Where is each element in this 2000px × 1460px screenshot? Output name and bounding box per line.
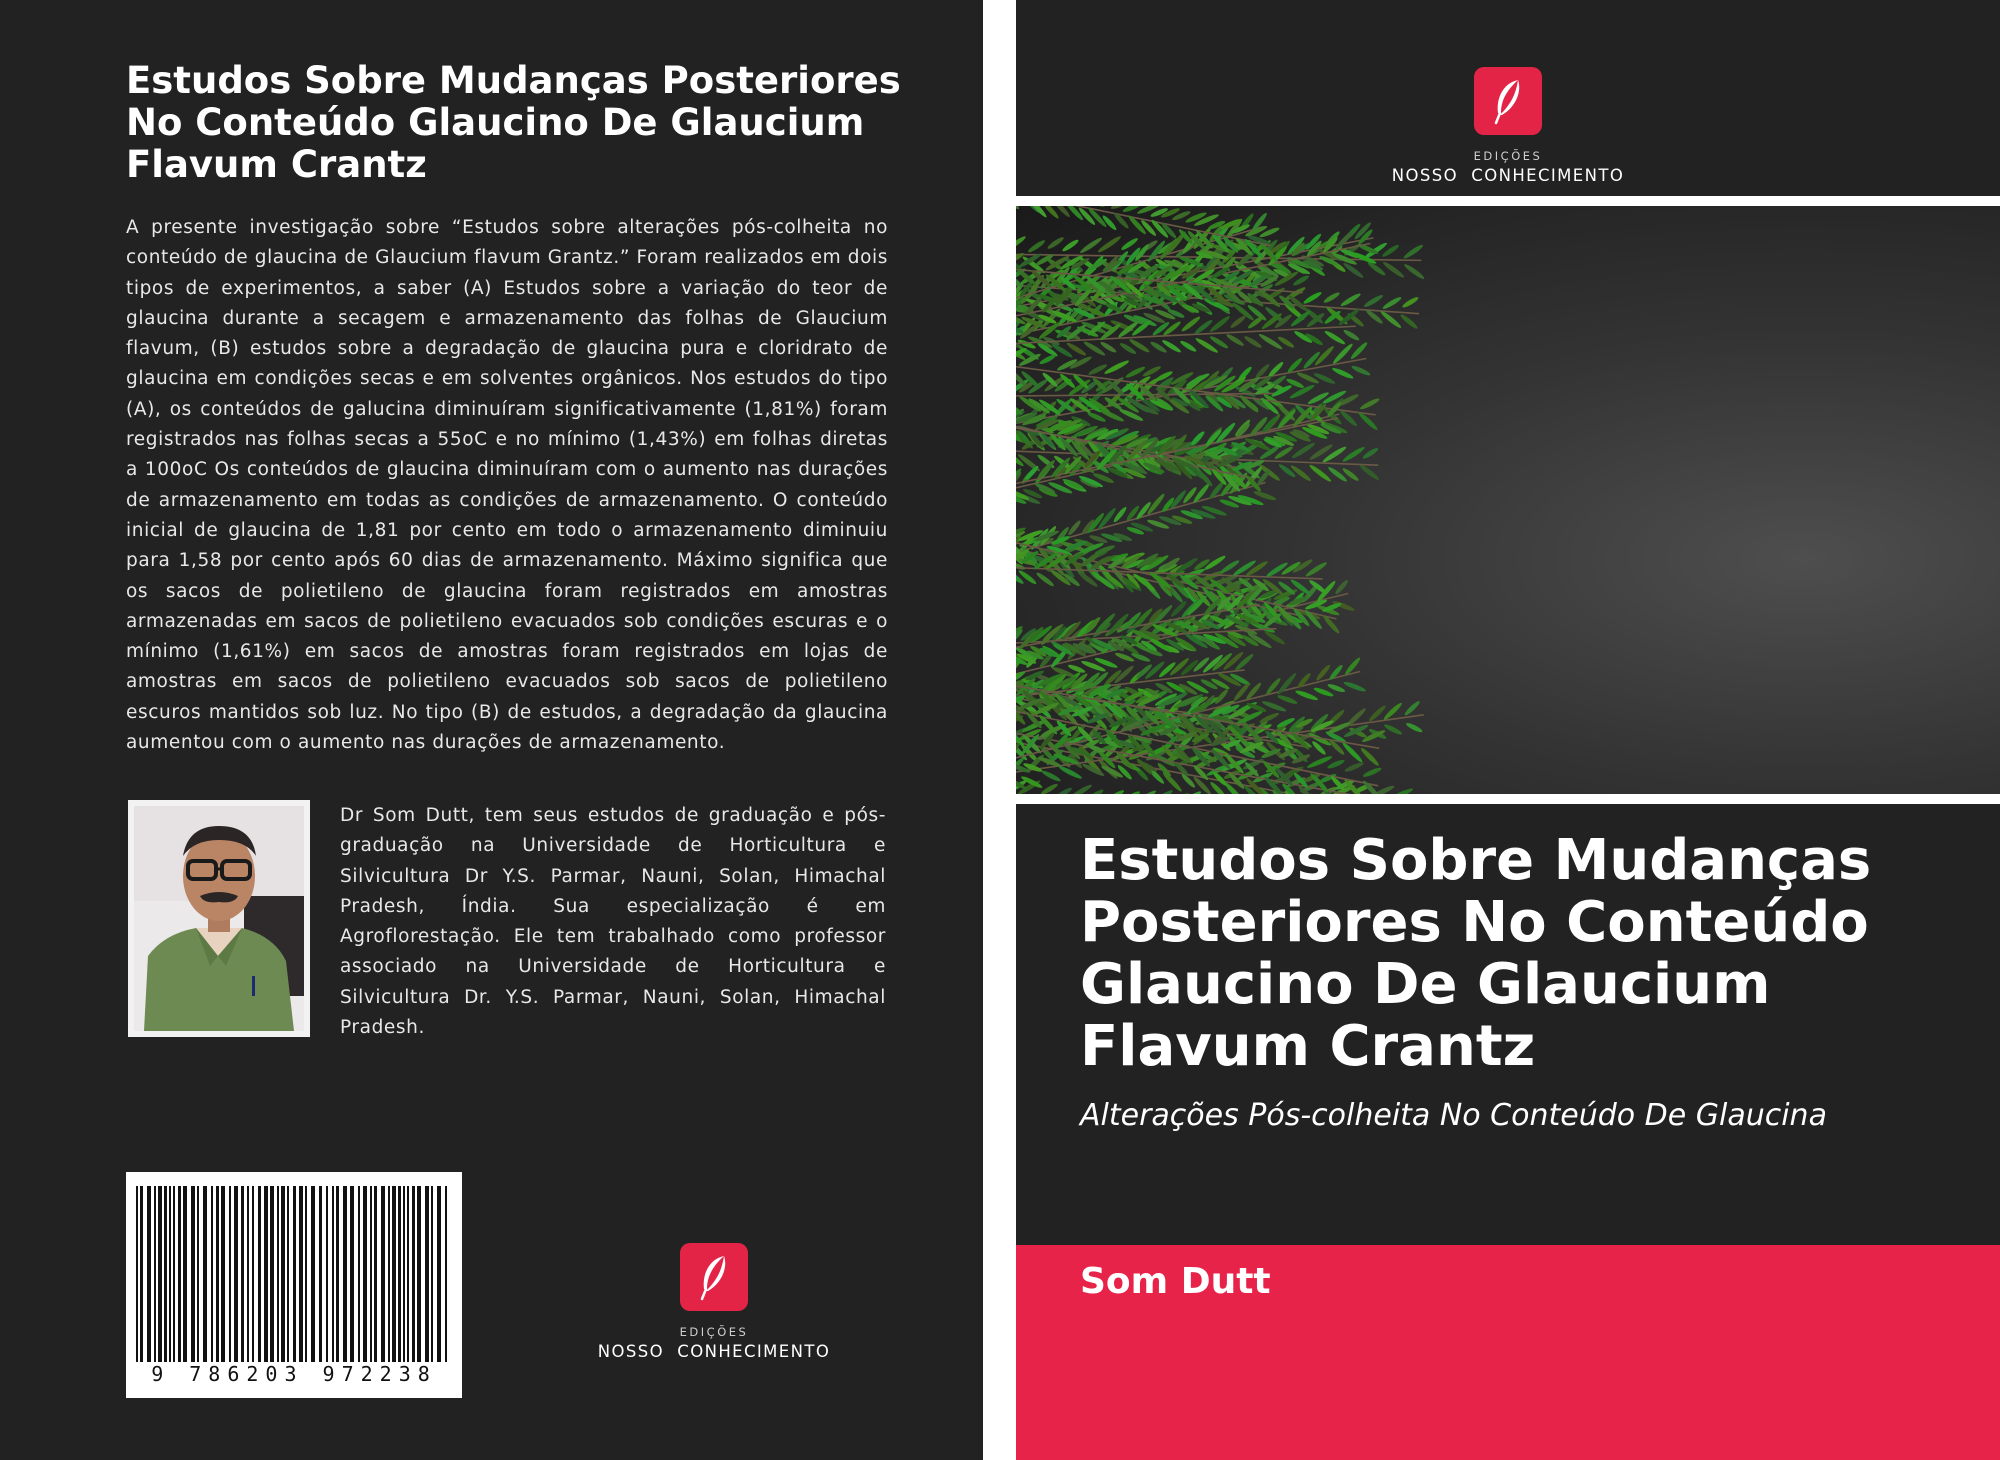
herb-leaf	[1097, 235, 1123, 255]
herb-leaf	[1114, 651, 1135, 663]
front-cover-header	[1016, 0, 2000, 196]
barcode-bar	[374, 1186, 377, 1362]
barcode-bar	[221, 1186, 225, 1362]
herb-leaf	[1142, 365, 1162, 378]
barcode-bar	[211, 1186, 213, 1362]
barcode-bar	[247, 1186, 249, 1362]
herb-leaf	[1405, 721, 1423, 733]
barcode-bar	[392, 1186, 396, 1362]
herb-leaf	[1343, 680, 1367, 693]
herb-leaf	[1402, 243, 1424, 260]
publisher-line-small: EDIÇÕES	[679, 1325, 749, 1339]
barcode-bar	[363, 1186, 367, 1362]
herb-leaf	[1308, 463, 1332, 483]
barcode-bar	[370, 1186, 372, 1362]
barcode-bar	[191, 1186, 195, 1362]
herb-leaf	[1296, 672, 1312, 689]
herb-leaf	[1125, 365, 1147, 379]
barcode-bar	[403, 1186, 405, 1362]
author-portrait-image	[134, 806, 304, 1031]
herb-leaf	[1229, 314, 1247, 329]
barcode-bar	[229, 1186, 231, 1362]
barcode-bar	[398, 1186, 401, 1362]
front-cover-author-band	[1016, 1245, 2000, 1460]
herb-leaf	[1277, 694, 1299, 706]
barcode-bar	[173, 1186, 175, 1362]
barcode-bar	[425, 1186, 429, 1362]
author-photo	[128, 800, 310, 1037]
herb-leaf	[1181, 790, 1202, 794]
barcode-bar	[183, 1186, 187, 1362]
herb-leaf	[1302, 290, 1322, 305]
barcode-bar	[358, 1186, 360, 1362]
herb-leaf	[1383, 723, 1403, 736]
barcode-bar	[350, 1186, 354, 1362]
herb-leaf	[1323, 291, 1341, 305]
herb-leaf	[1258, 711, 1279, 724]
barcode-bar	[343, 1186, 347, 1362]
barcode-bar	[169, 1186, 171, 1362]
herb-leaf	[1276, 672, 1298, 696]
barcode-bar	[319, 1186, 322, 1362]
barcode-bars	[126, 1172, 462, 1362]
barcode-bar	[305, 1186, 307, 1362]
herb-leaf	[1016, 206, 1021, 211]
front-cover-title-block	[1016, 804, 2000, 1245]
barcode-bar	[332, 1186, 334, 1362]
herb-leaf	[1038, 353, 1056, 366]
herb-leaf	[1258, 332, 1284, 351]
herb-leaf	[1041, 769, 1062, 783]
barcode-bar	[431, 1186, 433, 1362]
barcode-bar	[252, 1186, 254, 1362]
herb-leaf	[1382, 260, 1406, 279]
publisher-line-big: NOSSO CONHECIMENTO	[1391, 166, 1625, 185]
herb-leaf	[1313, 371, 1336, 385]
barcode-bar	[178, 1186, 181, 1362]
herb-leaf	[1061, 238, 1080, 253]
herb-leaf	[1069, 783, 1093, 794]
herb-leaf	[1087, 363, 1108, 377]
herb-leaf	[1344, 761, 1365, 774]
herb-leaf	[1046, 236, 1065, 251]
barcode-bar	[270, 1186, 274, 1362]
front-cover	[1016, 0, 2000, 1460]
barcode-bar	[287, 1186, 289, 1362]
barcode-bar	[326, 1186, 328, 1362]
author-bio: Dr Som Dutt, tem seus estudos de graduação e pós-graduação na Universidade de Horticultura e Silvicultura Dr Y.S. Parmar, Nauni, Solan, Himachal Pradesh, Índia. Sua especialização é em Agroflorestação. Ele tem trabalhado como professor associado na Universidade de Horticultura e Silvicultura Dr. Y.S. Parmar, Nauni, Solan, Himachal Pradesh.	[340, 805, 886, 1039]
publisher-line-big: NOSSO CONHECIMENTO	[597, 1342, 831, 1361]
herb-leaf	[1382, 295, 1403, 310]
barcode-bar	[293, 1186, 296, 1362]
herb-leaf	[1130, 651, 1151, 663]
barcode-bar	[412, 1186, 415, 1362]
barcode-bar	[241, 1186, 244, 1362]
herb-leaf	[1040, 782, 1059, 794]
herb-leaf	[1278, 463, 1297, 479]
herb-leaf	[1209, 314, 1232, 333]
herb-leaf	[1363, 293, 1384, 308]
barcode-bar	[216, 1186, 219, 1362]
herb-leaf	[1027, 206, 1049, 219]
herb-leaf	[1307, 391, 1330, 406]
herb-leaf	[1399, 313, 1419, 330]
publisher-line-small: EDIÇÕES	[1473, 149, 1543, 163]
herb-leaf	[1401, 296, 1419, 310]
barcode-bar	[417, 1186, 421, 1362]
herb-leaf	[1303, 609, 1323, 631]
herb-leaf	[1027, 239, 1046, 254]
herb-leaf	[1190, 430, 1206, 447]
herb-leaf	[1054, 786, 1074, 794]
front-cover-subtitle: Alterações Pós-colheita No Conteúdo De Glaucina	[1080, 1098, 1827, 1133]
herb-leaf	[1315, 579, 1337, 603]
cover-herb-photo	[1016, 206, 2000, 794]
isbn-barcode	[126, 1172, 462, 1398]
barcode-bar	[311, 1186, 315, 1362]
back-cover-synopsis: A presente investigação sobre “Estudos sobre alterações pós-colheita no conteúdo de glaucina de Glaucium flavum Grantz.” Foram realizados em dois tipos de experimentos, a saber (A) Estudos sobre a variação do teor de glaucina durante a secagem e armazenamento das folhas de Glaucium flavum, (B) estudos sobre a degradação de glaucina pura e cloridrato de glaucina em condições secas e em solventes orgânicos. Nos estudos do tipo (A), os conteúdos de galucina diminuíram significativamente (1,81%) foram registrados nas folhas secas a 55oC e no mínimo (1,43%) em folhas diretas a 100oC Os conteúdos de glaucina diminuíram com o aumento nas durações de armazenamento em todas as condições de armazenamento. O conteúdo inicial de glaucina de 1,81 por cento em todo o armazenamento diminuiu para 1,58 por cento após 60 dias de armazenamento. Máximo significa que os sacos de polietileno de glaucina foram registrados em amostras armazenadas em sacos de polietileno evacuados sob condições escuras e o mínimo (1,61%) em sacos de amostras foram registrados em lojas de amostras em sacos de polietileno evacuados sob sacos de polietileno escuros mantidos sob luz. No tipo (B) de estudos, a degradação da glaucina aumentou com o aumento nas durações de armazenamento.	[126, 217, 888, 754]
spine-gap	[983, 0, 1016, 1460]
barcode-bar	[407, 1186, 409, 1362]
herb-leaf	[1225, 333, 1245, 348]
barcode-bar	[234, 1186, 238, 1362]
barcode-bar	[388, 1186, 390, 1362]
herb-leaf	[1103, 789, 1125, 794]
barcode-bar	[281, 1186, 285, 1362]
herb-sprigs-image	[1016, 206, 2000, 794]
barcode-bar	[140, 1186, 143, 1362]
front-cover-author: Som Dutt	[1080, 1261, 1271, 1302]
herb-leaf	[1342, 328, 1360, 342]
herb-leaf	[1295, 689, 1319, 702]
barcode-bar	[158, 1186, 162, 1362]
barcode-bar	[258, 1186, 261, 1362]
barcode-bar	[136, 1186, 138, 1362]
barcode-bar	[147, 1186, 151, 1362]
barcode-bar	[154, 1186, 156, 1362]
barcode-bar	[164, 1186, 167, 1362]
herb-leaf	[1103, 359, 1130, 376]
herb-leaf	[1122, 790, 1141, 794]
herb-leaf	[1327, 758, 1346, 770]
herb-leaf	[1358, 463, 1380, 481]
back-cover-title: Estudos Sobre Mudanças Posteriores No Conteúdo Glaucino De Glaucium Flavum Crantz	[126, 59, 901, 186]
barcode-bar	[203, 1186, 207, 1362]
front-cover-title: Estudos Sobre Mudanças Posteriores No Conteúdo Glaucino De Glaucium Flavum Crantz	[1080, 828, 1872, 1079]
barcode-bar	[299, 1186, 303, 1362]
barcode-digits: 9 786203 972238	[151, 1362, 437, 1386]
barcode-bar	[277, 1186, 279, 1362]
herb-leaf	[1403, 262, 1426, 280]
herb-leaf	[1403, 700, 1421, 717]
herb-leaf	[1016, 235, 1027, 253]
herb-leaf	[1179, 339, 1197, 353]
barcode-bar	[336, 1186, 339, 1362]
herb-leaf	[1243, 335, 1263, 350]
publisher-logo-front	[1388, 67, 1628, 185]
herb-leaf	[1351, 364, 1372, 377]
herb-leaf	[1245, 560, 1269, 578]
barcode-bar	[445, 1186, 447, 1362]
barcode-bar	[264, 1186, 268, 1362]
herb-leaf	[1120, 236, 1139, 251]
publisher-logo-back	[594, 1243, 834, 1361]
herb-leaf	[1327, 683, 1346, 694]
quill-feather-icon	[1474, 67, 1542, 135]
quill-feather-icon	[680, 1243, 748, 1311]
herb-leaf	[1328, 664, 1344, 682]
back-cover	[0, 0, 983, 1460]
herb-leaf	[1331, 366, 1354, 380]
herb-leaf	[1362, 766, 1382, 778]
herb-leaf	[1340, 292, 1362, 308]
herb-leaf	[1035, 571, 1055, 588]
barcode-bar	[381, 1186, 385, 1362]
barcode-bar	[437, 1186, 441, 1362]
herb-leaf	[1359, 397, 1380, 411]
barcode-bar	[197, 1186, 199, 1362]
herb-leaf	[1323, 329, 1346, 346]
